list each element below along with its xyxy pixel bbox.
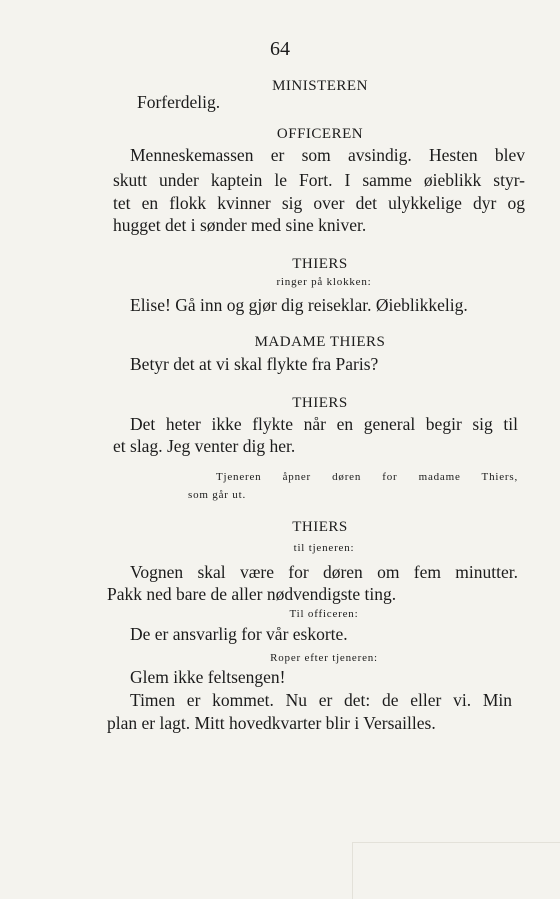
speaker-name: THIERS bbox=[292, 519, 348, 535]
dialogue-line: Menneskemassen er som avsindig. Hesten blev bbox=[130, 145, 525, 165]
dialogue-line: tet en flokk kvinner sig over det ulykkelige dyr og bbox=[113, 193, 525, 213]
stage-direction: Til officeren: bbox=[289, 608, 359, 620]
dialogue-line: Glem ikke feltsengen! bbox=[130, 667, 286, 687]
dialogue-line: Timen er kommet. Nu er det: de eller vi. Min bbox=[130, 690, 512, 710]
speaker-name: OFFICEREN bbox=[276, 126, 364, 142]
dialogue-line: Betyr det at vi skal flykte fra Paris? bbox=[130, 354, 379, 374]
dialogue-line: Det heter ikke flykte når en general begir sig til bbox=[130, 414, 518, 434]
dialogue-line: plan er lagt. Mitt hovedkvarter blir i Versailles. bbox=[107, 713, 436, 733]
dialogue-line: De er ansvarlig for vår eskorte. bbox=[130, 624, 348, 644]
dialogue-line: hugget det i sønder med sine kniver. bbox=[113, 215, 367, 235]
dialogue-line: et slag. Jeg venter dig her. bbox=[113, 436, 296, 456]
speaker-name: THIERS bbox=[292, 395, 348, 411]
dialogue-line: Pakk ned bare de aller nødvendigste ting. bbox=[107, 584, 397, 604]
dialogue-line: Forferdelig. bbox=[137, 92, 221, 112]
stage-direction: til tjeneren: bbox=[293, 542, 355, 554]
dialogue-line: Vognen skal være for døren om fem minutter. bbox=[130, 562, 518, 582]
dialogue-line: skutt under kaptein le Fort. I samme øieblikk styr- bbox=[113, 170, 525, 190]
stage-direction: som går ut. bbox=[188, 489, 246, 501]
stage-direction: Tjeneren åpner døren for madame Thiers, bbox=[216, 471, 518, 483]
speaker-name: THIERS bbox=[292, 256, 348, 272]
speaker-name: MADAME THIERS bbox=[254, 334, 386, 350]
speaker-name: MINISTEREN bbox=[272, 78, 368, 94]
page-edge-shadow bbox=[352, 842, 560, 899]
stage-direction: Roper efter tjeneren: bbox=[270, 652, 378, 664]
page-number: 64 bbox=[270, 38, 290, 60]
dialogue-line: Elise! Gå inn og gjør dig reiseklar. Øieblikkelig. bbox=[130, 295, 468, 315]
stage-direction: ringer på klokken: bbox=[276, 276, 372, 288]
